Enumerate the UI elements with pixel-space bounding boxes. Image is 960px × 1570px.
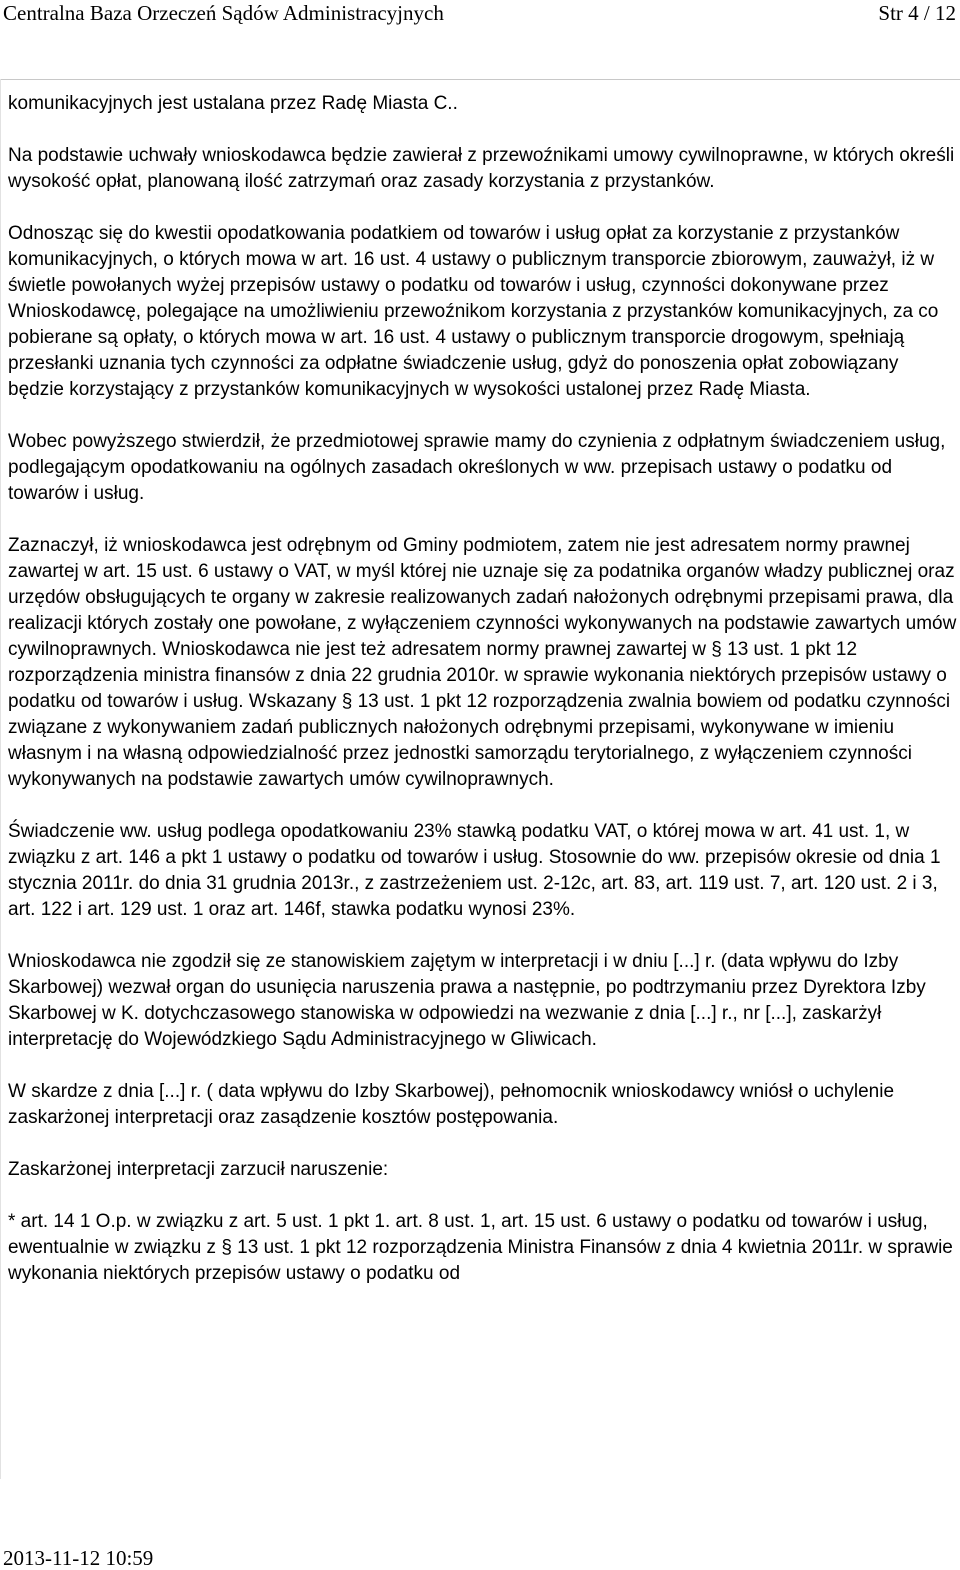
site-title: Centralna Baza Orzeczeń Sądów Administracyjnych bbox=[3, 1, 444, 25]
page-header bbox=[0, 0, 960, 28]
content-frame-left-border bbox=[0, 79, 1, 1479]
paragraph: W skardze z dnia [...] r. ( data wpływu do Izby Skarbowej), pełnomocnik wnioskodawcy wniósł o uchylenie zaskarżonej interpretacji oraz zasądzenie kosztów postępowania. bbox=[8, 1081, 895, 1128]
paragraph: Zaskarżonej interpretacji zarzucił naruszenie: bbox=[8, 1159, 389, 1180]
page-number: Str 4 / 12 bbox=[878, 1, 956, 25]
paragraph: Wobec powyższego stwierdził, że przedmiotowej sprawie mamy do czynienia z odpłatnym świadczeniem usług, podlegającym opodatkowaniu na ogólnych zasadach określonych w ww. przepisach ustawy o podatku od towarów i usług. bbox=[8, 431, 946, 504]
paragraph: Świadczenie ww. usług podlega opodatkowaniu 23% stawką podatku VAT, o której mowa w art. 41 ust. 1, w związku z art. 146 a pkt 1 ustawy o podatku od towarów i usług. Stosownie do ww. przepisów okresie od dnia 1 stycznia 2011r. do dnia 31 grudnia 2013r., z zastrzeżeniem ust. 2-12c, art. 83, art. 119 ust. 7, art. 120 ust. 2 i 3, art. 122 i art. 129 ust. 1 oraz art. 146f, stawka podatku wynosi 23%. bbox=[8, 821, 941, 920]
print-timestamp: 2013-11-12 10:59 bbox=[3, 1546, 154, 1570]
paragraph: komunikacyjnych jest ustalana przez Radę Miasta C.. bbox=[8, 93, 458, 114]
paragraph: Na podstawie uchwały wnioskodawca będzie zawierał z przewoźnikami umowy cywilnoprawne, w których określi wysokość opłat, planowaną ilość zatrzymań oraz zasady korzystania z przystanków. bbox=[8, 145, 955, 192]
paragraph: Wnioskodawca nie zgodził się ze stanowiskiem zajętym w interpretacji i w dniu [...] r. (data wpływu do Izby Skarbowej) wezwał organ do usunięcia naruszenia prawa a następnie, po podtrzymaniu przez Dyrektora Izby Skarbowej w K. dotychczasowego stanowiska w odpowiedzi na wezwanie z dnia [...] r., nr [...], zaskarżył interpretację do Wojewódzkiego Sądu Administracyjnego w Gliwicach. bbox=[8, 951, 926, 1050]
paragraph: Zaznaczył, iż wnioskodawca jest odrębnym od Gminy podmiotem, zatem nie jest adresatem normy prawnej zawartej w art. 15 ust. 6 ustawy o VAT, w myśl której nie uznaje się za podatnika organów władzy publicznej oraz urzędów obsługujących te organy w zakresie realizowanych zadań nałożonych odrębnymi przepisami prawa, dla realizacji których zostały one powołane, z wyłączeniem czynności wykonywanych na podstawie zawartych umów cywilnoprawnych. Wnioskodawca nie jest też adresatem normy prawnej zawartej w § 13 ust. 1 pkt 12 rozporządzenia ministra finansów z dnia 22 grudnia 2010r. w sprawie wykonania niektórych przepisów ustawy o podatku od towarów i usług. Wskazany § 13 ust. 1 pkt 12 rozporządzenia zwalnia bowiem od podatku czynności związane z wykonywaniem zadań publicznych nałożonych odrębnymi przepisami, wykonywane w imieniu własnym i na własną odpowiedzialność przez jednostki samorządu terytorialnego, z wyłączeniem czynności wykonywanych na podstawie zawartych umów cywilnoprawnych. bbox=[8, 535, 957, 790]
paragraph: Odnosząc się do kwestii opodatkowania podatkiem od towarów i usług opłat za korzystanie z przystanków komunikacyjnych, o których mowa w art. 16 ust. 4 ustawy o publicznym transporcie zbiorowym, zauważył, iż w świetle powołanych wyżej przepisów ustawy o podatku od towarów i usług, czynności dokonywane przez Wnioskodawcę, polegające na umożliwieniu przewoźnikom korzystania z przystanków komunikacyjnych, za co pobierane są opłaty, o których mowa w art. 16 ust. 4 ustawy o publicznym transporcie drogowym, spełniają przesłanki uznania tych czynności za odpłatne świadczenie usług, gdyż do ponoszenia opłat zobowiązany będzie korzystający z przystanków komunikacyjnych w wysokości ustalonej przez Radę Miasta. bbox=[8, 223, 939, 400]
document-body bbox=[8, 91, 958, 1287]
content-frame-top-border bbox=[0, 79, 960, 80]
paragraph: * art. 14 1 O.p. w związku z art. 5 ust. 1 pkt 1. art. 8 ust. 1, art. 15 ust. 6 ustawy o podatku od towarów i usług, ewentualnie w związku z § 13 ust. 1 pkt 12 rozporządzenia Ministra Finansów z dnia 4 kwietnia 2011r. w sprawie wykonania niektórych przepisów ustawy o podatku od bbox=[8, 1211, 953, 1284]
